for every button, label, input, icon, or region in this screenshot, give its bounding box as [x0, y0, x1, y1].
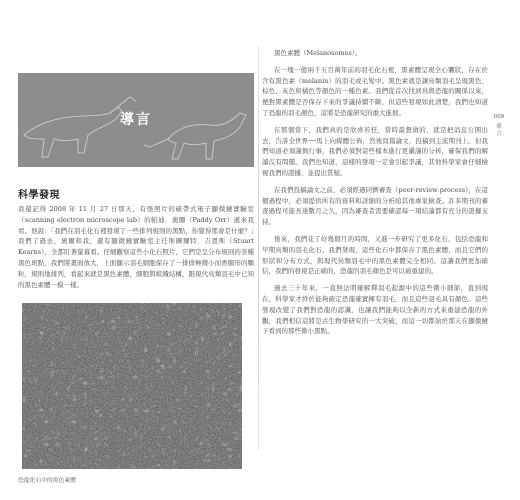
melanosome-micrograph-image [22, 303, 242, 469]
intro-paragraph: 我還記得 2008 年 11 月 27 日那天，有張照片的確帶式電子顯微鏡實驗室（scanning electron microscope lab）的帕迪．奧爾（Paddy Orr）遞來我看。他說：「我們在羽毛化石裡發現了一些排列規則的黑點，你覺得那會是什麼？」我們了過去，奧爾和我，還有顯微鏡實驗室主任斯圖爾特．吉恩斯（Stuart Kearns），全都盯著螢幕看。仔細觀察這些小化石照片，它們是呈分布規則的茶種黑色斑點，我們將畫面放大，上面顯示羽毛細胞保存了一排排極微小而香腸形的顆粒，規則地排列，看起來就是黑色素體，細胞與組織結構，跟現代鳥類羽毛中已知的黑色素體一模一樣。 [18, 205, 254, 289]
body-paragraph: 過去三十年來，一直無法明確解釋羽毛起源中的這些微小細節，直到現在，科學家才終於能夠確定恐龍確實擁有羽毛，而且這些羽毛具有顏色。這些發現改變了我們對恐龍的認識，也讓我們能夠以全新的方式來重建恐龍的外觀，我們相信這將是古生物學研究的一大突破，而這一切都始於那天在顯微鏡下看到的那些微小黑點。 [262, 284, 488, 336]
body-paragraph: 在一塊一億兩千五百萬年前的羽毛化石裡，黑素體呈現全心囊狀，存在於含有黑色素（melanin）的羽毛或毛髮中。黑色素就是讓鳥類羽毛呈現黑色、棕色、灰色和橘色等顏色的一種色素。我們從首次找到鳥與恐龍的關係以來，便對黑素體是否保存下來的爭議持續不斷，但這些發現如此清楚，我們也知道了恐龍的羽毛顏色，這將是恐龍研究的重大進展。 [262, 65, 488, 117]
right-page [262, 48, 500, 448]
sem-photo [22, 303, 242, 469]
body-paragraph: 後來，我們花了好幾個月的時間，又進一步研究了更多化石，包括恐龍和早期鳥類的羽毛化石。我們發現，這些化石中都保存了黑色素體，而且它們的形狀和分布方式，與現代鳥類羽毛中的黑色素體完全相同。這讓我們更加確信，我們的發現是正確的，恐龍的羽毛顏色是可以被重建的。 [262, 234, 488, 276]
running-head: 導言 [496, 124, 502, 137]
chapter-title: 導言 [120, 112, 152, 128]
left-page [18, 48, 254, 484]
photo-caption: 恐龍化石中的黑色素體 [18, 478, 76, 484]
body-paragraph: 在那個當下，我們真的是欣喜若狂，當時最想做的，就是把消息公開出去，告訴全世界──馬上向媒體公佈，然後寫篇論文，投稿到主流期刊上。但我們知道必須謹慎行事，我們必須對這些樣本進行更嚴謹的分析，確保我們的解讀沒有問題。我們也知道，這樣的發現一定會引起爭議，其他科學家會仔細檢視我們的證據，並提出質疑。 [262, 125, 488, 177]
body-paragraph: 在我們投稿論文之前，必須經過同儕審查（peer-review process），在這個過程中，必須提供所有的資料和詳細的分析給其他專家檢查。許多期刊的審查過程可能長達數月之久，因為審查者需要確認每一項結論都有充分的證據支持。 [262, 185, 488, 227]
page-number: 009 [493, 114, 505, 120]
page-gutter [258, 46, 259, 450]
chapter-banner [18, 73, 254, 167]
body-paragraph: 黑色素體（Melanosomes）。 [274, 49, 362, 57]
right-body-text [262, 48, 488, 337]
section-heading: 科學發現 [18, 190, 60, 201]
